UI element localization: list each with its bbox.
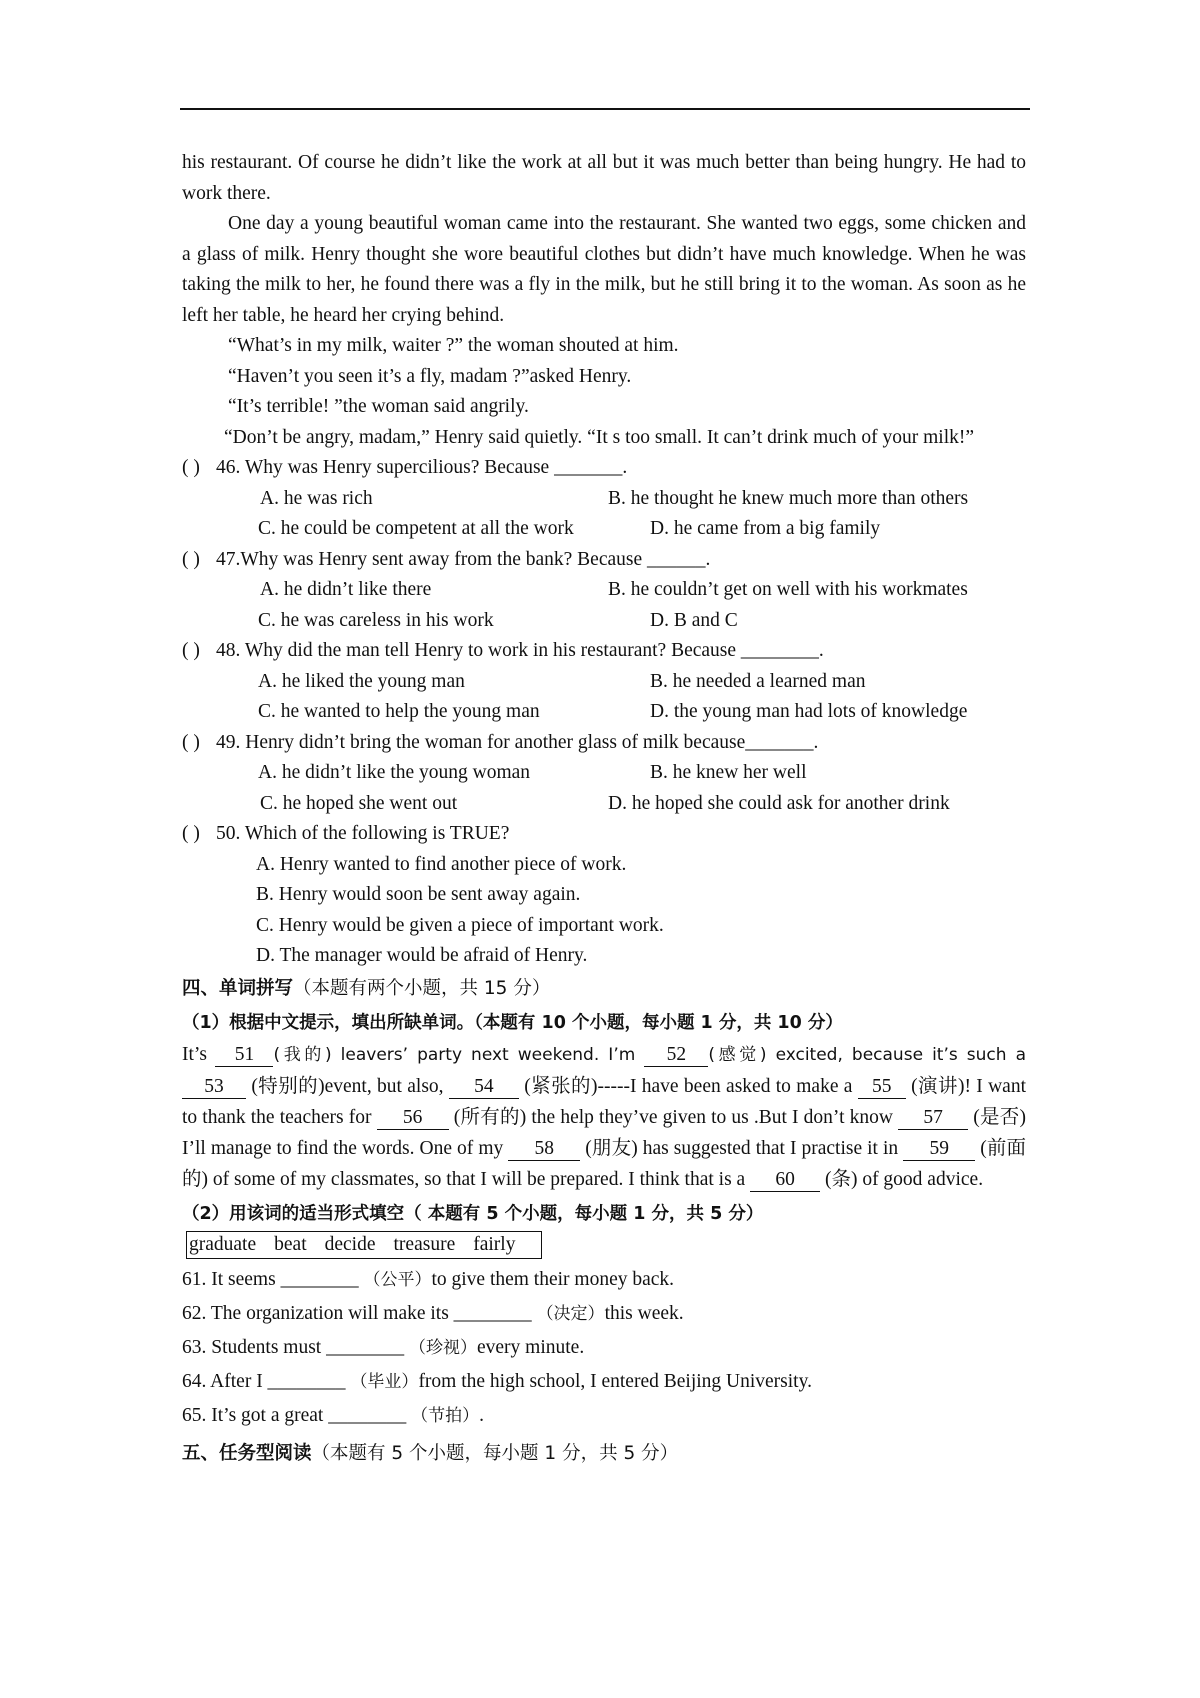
question-text: from the high school, I entered Beijing University. (418, 1371, 812, 1392)
question-64 (182, 1365, 1026, 1399)
header-rule (180, 108, 1030, 110)
chinese-hint: （公平） (363, 1270, 432, 1290)
section-note: （本题有两个小题，共 15 分） (293, 977, 551, 999)
word-box-item: fairly (473, 1234, 516, 1255)
options-row (182, 606, 1026, 637)
passage-paragraph: his restaurant. Of course he didn’t like the work at all but it was much better than being hungry. He had to work there. (182, 152, 1026, 204)
option-d: D. The manager would be afraid of Henry. (256, 945, 588, 966)
answer-paren: ( ) (182, 548, 200, 570)
question-49 (182, 728, 1026, 759)
question-text: 65. It’s got a great ________ (182, 1405, 412, 1426)
fill-text: (感觉) excited, because it’s such a (708, 1044, 1026, 1065)
option-d: D. he hoped she could ask for another drink (608, 792, 950, 814)
dialogue-line: “It’s terrible! ”the woman said angrily. (228, 396, 529, 417)
options-row (182, 514, 1026, 545)
blank-51[interactable]: 51 (215, 1044, 273, 1067)
dialogue-line: “Haven’t you seen it’s a fly, madam ?”asked Henry. (228, 365, 632, 387)
option-c: C. he was careless in his work (258, 609, 494, 631)
page-content (182, 148, 1026, 1470)
passage-paragraph: One day a young beautiful woman came into the restaurant. She wanted two eggs, some chicken and a glass of milk. Henry thought she wore beautiful clothes but didn’t have much knowledge. When he was taking the milk to her, he found there was a fly in the milk, but he still bring it to the woman. As soon as he left her table, he heard her crying behind. (182, 213, 1026, 326)
section-title: 五、任务型阅读 (182, 1443, 312, 1464)
fill-text: (紧张的)-----I have been asked to make a (518, 1075, 858, 1097)
question-text: every minute. (476, 1337, 585, 1358)
option-a: A. he didn’t like there (260, 579, 432, 600)
question-63 (182, 1331, 1026, 1365)
question-61 (182, 1263, 1026, 1297)
blank-53[interactable]: 53 (182, 1076, 246, 1099)
blank-54[interactable]: 54 (449, 1076, 519, 1099)
question-stem: 48. Why did the man tell Henry to work in his restaurant? Because ________. (216, 640, 824, 661)
options-row (182, 758, 1026, 789)
options-row (182, 697, 1026, 728)
blank-56[interactable]: 56 (377, 1107, 449, 1130)
question-47 (182, 545, 1026, 576)
option-d: D. he came from a big family (650, 518, 881, 539)
option-d: D. B and C (650, 609, 738, 631)
section-note: （本题有 5 个小题，每小题 1 分，共 5 分） (311, 1443, 679, 1464)
chinese-hint: （节拍） (411, 1406, 480, 1426)
word-box (186, 1231, 542, 1259)
word-box-item: beat (274, 1234, 307, 1255)
dialogue-line: “What’s in my milk, waiter ?” the woman shouted at him. (228, 335, 679, 356)
chinese-hint: （珍视） (408, 1338, 477, 1358)
option-c: C. he hoped she went out (260, 792, 458, 814)
option-a: A. he liked the young man (258, 670, 465, 692)
word-box-item: treasure (393, 1234, 456, 1255)
fill-text: (演讲)! I want to thank the teachers for (182, 1075, 1026, 1128)
dialogue-line: “Don’t be angry, madam,” Henry said quietly. “It s too small. It can’t drink much of your milk!” (224, 426, 975, 448)
question-stem: 49. Henry didn’t bring the woman for another glass of milk because_______. (216, 731, 819, 753)
question-48 (182, 636, 1026, 667)
fill-text: (特别的)event, but also, (246, 1075, 449, 1097)
question-62 (182, 1297, 1026, 1331)
options-row (182, 667, 1026, 698)
part-1-heading: （1）根据中文提示，填出所缺单词。（本题有 10 个小题，每小题 1 分，共 10 分） (182, 1013, 843, 1033)
question-stem: 50. Which of the following is TRUE? (216, 823, 510, 844)
word-box-item: decide (324, 1234, 376, 1255)
question-text: 61. It seems ________ (182, 1269, 364, 1290)
fill-text: It’s (182, 1043, 216, 1065)
question-46 (182, 453, 1026, 484)
blank-52[interactable]: 52 (644, 1044, 708, 1067)
question-stem: 47.Why was Henry sent away from the bank? Because ______. (216, 548, 711, 570)
answer-paren: ( ) (182, 731, 200, 753)
fill-text: (所有的) the help they’ve given to us .But I don’t know (448, 1106, 899, 1128)
question-65 (182, 1399, 1026, 1433)
option-a: A. he was rich (260, 487, 373, 509)
answer-paren: ( ) (182, 640, 200, 661)
fill-passage (182, 1039, 1026, 1195)
option-d: D. the young man had lots of knowledge (650, 701, 968, 722)
word-box-item: graduate (189, 1234, 257, 1255)
option-a: A. Henry wanted to find another piece of work. (256, 853, 627, 875)
option-c: C. he could be competent at all the work (258, 518, 574, 539)
options-row (182, 575, 1026, 606)
option-b: B. he knew her well (650, 762, 807, 783)
fill-text: (我的) leavers’ party next weekend. I’m (273, 1044, 645, 1065)
section-title: 四、单词拼写 (182, 977, 294, 999)
answer-paren: ( ) (182, 457, 200, 478)
question-text: to give them their money back. (431, 1269, 675, 1290)
fill-text: (条) of good advice. (820, 1168, 984, 1190)
section-4-heading (182, 974, 1026, 1005)
blank-59[interactable]: 59 (903, 1138, 975, 1161)
question-50 (182, 819, 1026, 850)
section-5-heading (182, 1439, 1026, 1470)
option-b: B. he thought he knew much more than others (608, 487, 969, 509)
question-stem: 46. Why was Henry supercilious? Because _______. (216, 457, 628, 478)
fill-text: (前面的) of some of my classmates, so that I will be prepared. I think that is a (182, 1137, 1027, 1190)
option-c: C. Henry would be given a piece of important work. (256, 914, 664, 936)
blank-57[interactable]: 57 (898, 1107, 968, 1130)
blank-60[interactable]: 60 (750, 1169, 820, 1192)
question-text: . (479, 1405, 484, 1426)
option-b: B. Henry would soon be sent away again. (256, 884, 581, 905)
blank-55[interactable]: 55 (858, 1076, 906, 1099)
options-row (182, 789, 1026, 820)
chinese-hint: （决定） (536, 1304, 605, 1324)
question-text: 62. The organization will make its ________ (182, 1303, 537, 1324)
chinese-hint: （毕业） (350, 1372, 419, 1392)
option-b: B. he couldn’t get on well with his workmates (608, 579, 968, 600)
option-b: B. he needed a learned man (650, 670, 866, 692)
answer-paren: ( ) (182, 823, 200, 844)
option-a: A. he didn’t like the young woman (258, 762, 531, 783)
question-text: 63. Students must ________ (182, 1337, 409, 1358)
blank-58[interactable]: 58 (508, 1138, 580, 1161)
option-c: C. he wanted to help the young man (258, 701, 540, 722)
part-2-heading: （2）用该词的适当形式填空（ 本题有 5 个小题，每小题 1 分，共 5 分） (182, 1203, 764, 1224)
fill-text: (是否) I’ll manage to find the words. One of my (182, 1106, 1026, 1159)
options-row (182, 484, 1026, 515)
question-text: this week. (604, 1303, 684, 1324)
fill-text: (朋友) has suggested that I practise it in (580, 1137, 904, 1159)
question-text: 64. After I ________ (182, 1371, 351, 1392)
